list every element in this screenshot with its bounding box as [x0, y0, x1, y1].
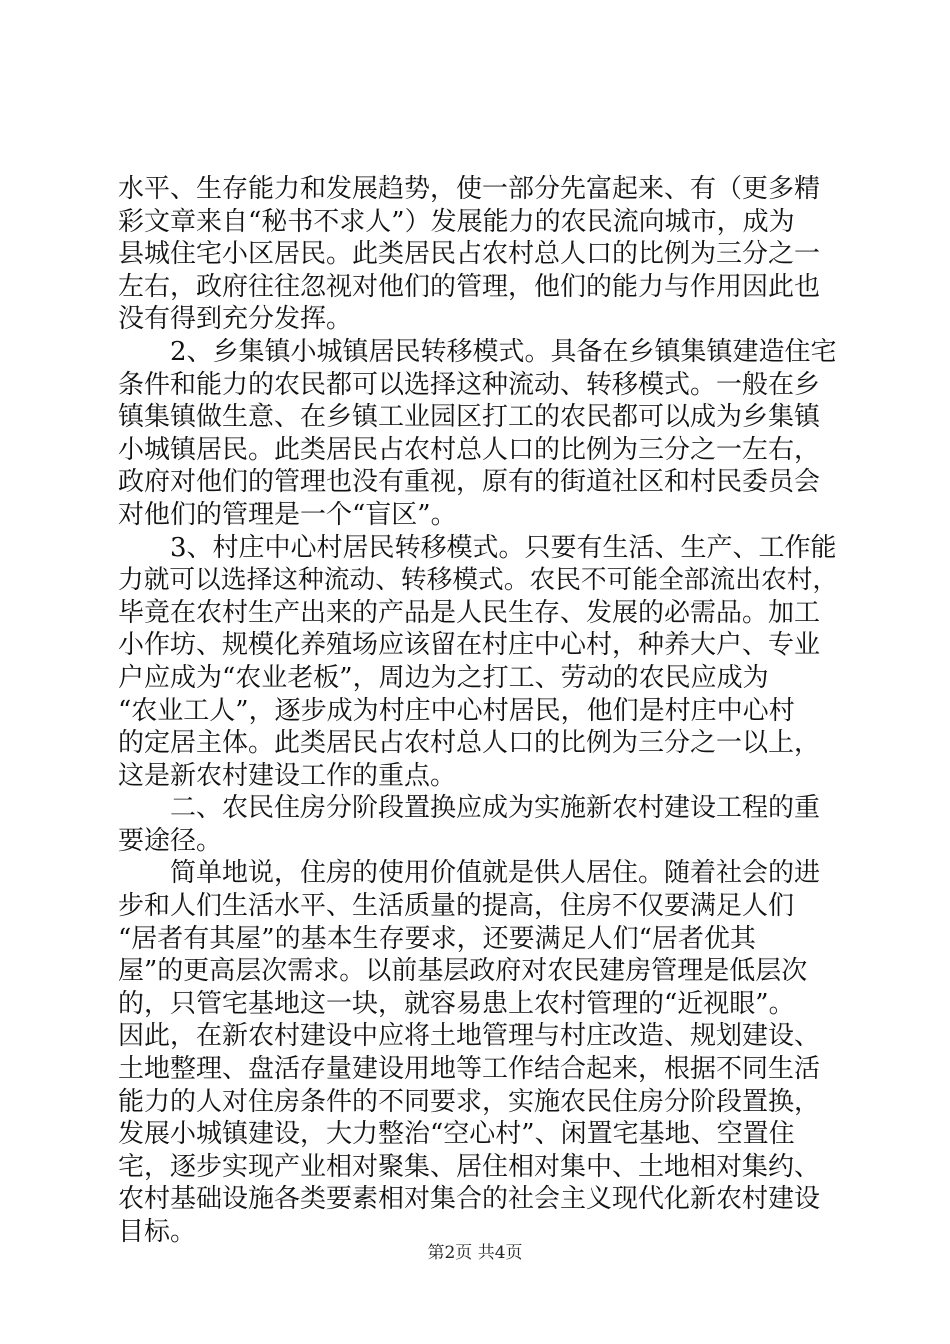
text-line: 步和人们生活水平、生活质量的提高，住房不仅要满足人们: [118, 891, 795, 922]
text-line: 镇集镇做生意、在乡镇工业园区打工的农民都可以成为乡集镇: [118, 402, 821, 433]
text-line: 条件和能力的农民都可以选择这种流动、转移模式。一般在乡: [118, 369, 821, 400]
text-line: “农业工人”，逐步成为村庄中心村居民，他们是村庄中心村: [118, 695, 795, 726]
text-line: 简单地说，住房的使用价值就是供人居住。随着社会的进: [170, 858, 821, 889]
text-line: 户应成为“农业老板”，周边为之打工、劳动的农民应成为: [118, 662, 769, 693]
text-line: 这是新农村建设工作的重点。: [118, 760, 457, 791]
text-line: 小城镇居民。此类居民占农村总人口的比例为三分之一左右，: [118, 434, 821, 465]
text-line: 发展小城镇建设，大力整治“空心村”、闲置宅基地、空置住: [118, 1119, 795, 1150]
text-line: 水平、生存能力和发展趋势，使一部分先富起来、有（更多精: [118, 174, 821, 204]
text-line: 左右，政府往往忽视对他们的管理，他们的能力与作用因此也: [118, 271, 821, 302]
text-line: 的，只管宅基地这一块，就容易患上农村管理的“近视眼”。: [118, 988, 795, 1019]
document-body: [118, 173, 842, 1249]
text-line: 毕竟在农村生产出来的产品是人民生存、发展的必需品。加工: [118, 597, 821, 628]
text-line: 对他们的管理是一个“盲区”。: [118, 499, 457, 530]
text-line: 县城住宅小区居民。此类居民占农村总人口的比例为三分之一: [118, 239, 821, 270]
text-line: 力就可以选择这种流动、转移模式。农民不可能全部流出农村，: [118, 565, 839, 596]
text-line: 土地整理、盘活存量建设用地等工作结合起来，根据不同生活: [118, 1054, 821, 1085]
page-footer: 第2页 共4页: [427, 1243, 523, 1263]
text-line: 2、乡集镇小城镇居民转移模式。具备在乡镇集镇建造住宅: [170, 336, 837, 367]
text-line: “居者有其屋”的基本生存要求，还要满足人们“居者优其: [118, 923, 756, 954]
text-line: 宅，逐步实现产业相对聚集、居住相对集中、土地相对集约、: [118, 1151, 821, 1182]
text-line: 的定居主体。此类居民占农村总人口的比例为三分之一以上，: [118, 728, 821, 759]
text-line: 3、村庄中心村居民转移模式。只要有生活、生产、工作能: [170, 532, 837, 563]
text-line: 屋”的更高层次需求。以前基层政府对农民建房管理是低层次: [118, 956, 808, 987]
text-line: 农村基础设施各类要素相对集合的社会主义现代化新农村建设: [118, 1184, 821, 1215]
text-line: 政府对他们的管理也没有重视，原有的街道社区和村民委员会: [118, 467, 821, 498]
text-line: 能力的人对住房条件的不同要求，实施农民住房分阶段置换，: [118, 1086, 821, 1117]
text-line: 因此，在新农村建设中应将土地管理与村庄改造、规划建设、: [118, 1021, 821, 1052]
text-line: 要途径。: [118, 825, 223, 856]
text-line: 彩文章来自“秘书不求人”）发展能力的农民流向城市，成为: [118, 206, 795, 237]
text-line: 目标。: [118, 1217, 197, 1247]
text-line: 没有得到充分发挥。: [118, 304, 353, 335]
text-line: 小作坊、规模化养殖场应该留在村庄中心村，种养大户、专业: [118, 630, 821, 661]
text-line: 二、农民住房分阶段置换应成为实施新农村建设工程的重: [170, 793, 821, 824]
